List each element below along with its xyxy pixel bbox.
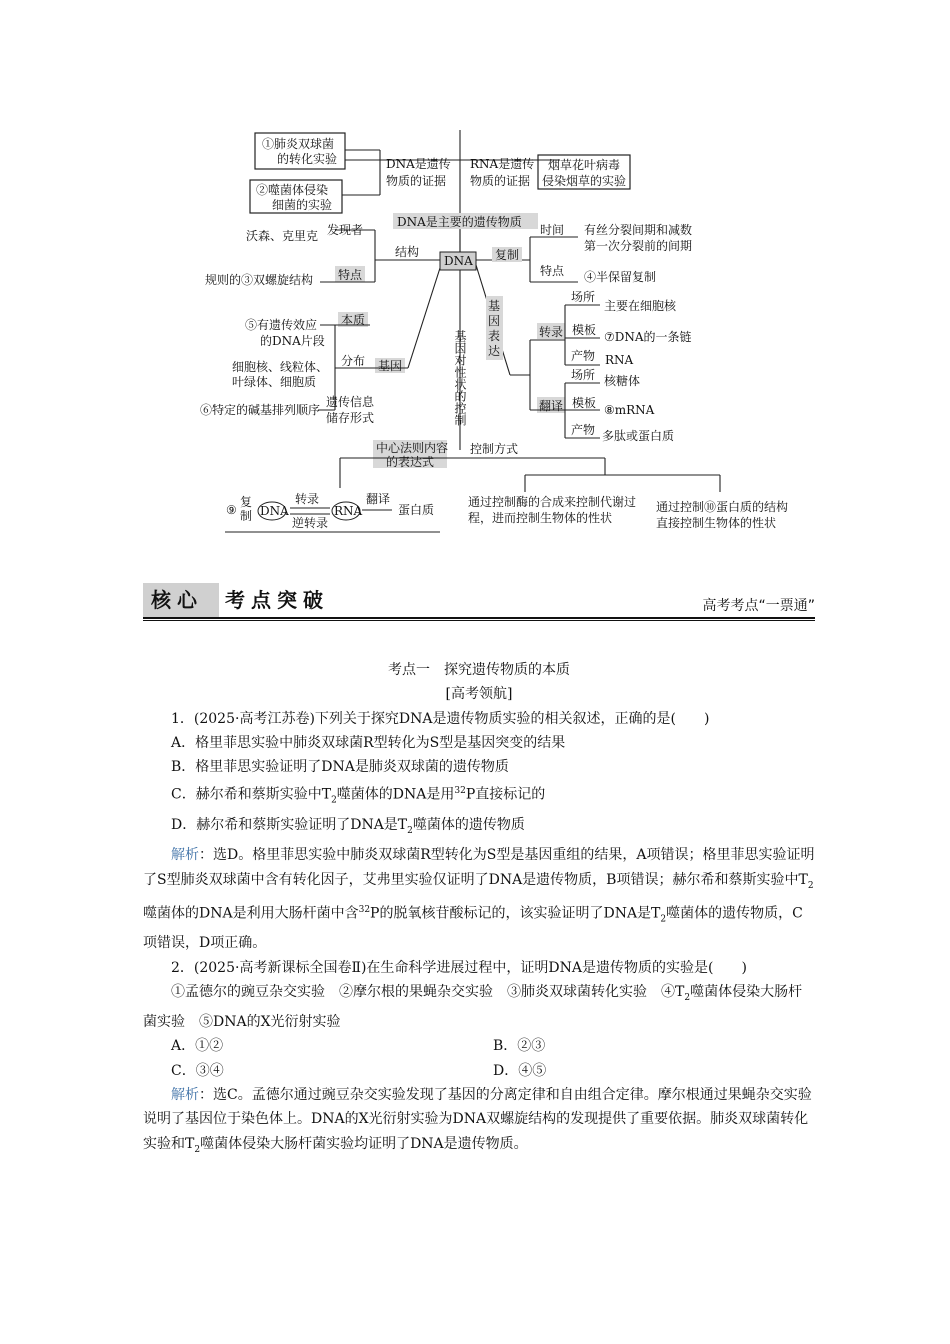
- section-title: 考点一 探究遗传物质的本质: [388, 662, 570, 678]
- tx-template-val: ⑦DNA的一条链: [604, 330, 692, 344]
- content: [143, 658, 815, 1162]
- cd-num: ⑨: [226, 503, 237, 517]
- cd-rep-1: 复: [240, 495, 253, 509]
- q1-option-a: A．格里菲思实验中肺炎双球菌R型转化为S型是基因突变的结果: [171, 734, 566, 751]
- concept-map: [0, 0, 950, 560]
- gene-control: 基因对性状的控制: [453, 330, 467, 426]
- tx-place: 场所: [571, 290, 596, 304]
- banner-rule: [143, 617, 815, 621]
- q2-items: ①孟德尔的豌豆杂交实验 ②摩尔根的果蝇杂交实验 ③肺炎双球菌转化实验 $④T_2$噬菌体侵染大肠杆菌实验 ⑤DNA的X光衍射实验: [143, 984, 803, 1031]
- evidence-rna-l1: RNA是遗传: [470, 157, 535, 171]
- q1-answer: 解析：选D。格里菲思实验中肺炎双球菌R型转化为S型是基因重组的结果，A项错误；格里菲思实验证明了S型肺炎双球菌中含有转化因子，艾弗里实验仅证明了DNA是遗传物质，B项错误；赫尔希和蔡斯实验中$T_2$噬菌体的DNA是利用大肠杆菌中含$^{32}$P的脱氧核苷酸标记的，该实验证明了DNA是$T_2$噬菌体的遗传物质，C项错误，D项正确。: [143, 847, 815, 952]
- ctrl1-l1: 通过控制酶的合成来控制代谢过: [468, 495, 637, 509]
- tl-place: 场所: [571, 368, 596, 382]
- info-l1: 遗传信息: [326, 395, 375, 409]
- tx-template: 模板: [572, 323, 597, 337]
- distribution-l1: 细胞核、线粒体、: [232, 360, 329, 374]
- cd-dna: DNA: [260, 504, 289, 518]
- evidence-dna-l1: DNA是遗传: [386, 157, 451, 171]
- evidence-rna-l2: 物质的证据: [470, 174, 531, 188]
- section-subtitle: [高考领航]: [445, 686, 513, 703]
- q2-options-row2: C．③④ D．④⑤: [171, 1062, 547, 1079]
- info-l2: 储存形式: [326, 411, 375, 425]
- rep-time-l2: 第一次分裂前的间期: [584, 239, 693, 253]
- discoverer: 沃森、克里克: [246, 229, 319, 243]
- box2-line1: ②噬菌体侵染: [256, 183, 329, 197]
- box1-line1: ①肺炎双球菌: [262, 137, 335, 151]
- q1-option-b: B．格里菲思实验证明了DNA是肺炎双球菌的遗传物质: [171, 759, 509, 776]
- structure-label: 结构: [395, 245, 420, 259]
- main-material: DNA是主要的遗传物质: [397, 215, 522, 229]
- tobacco-l2: 侵染烟草的实验: [542, 174, 627, 188]
- double-helix: 规则的③双螺旋结构: [205, 273, 314, 287]
- tl-template-val: ⑧mRNA: [604, 403, 655, 417]
- box2-line2: 细菌的实验: [272, 198, 333, 212]
- box1-line2: 的转化实验: [277, 152, 338, 166]
- q2-stem: 2．(2025·高考新课标全国卷Ⅱ)在生命科学进展过程中，证明DNA是遗传物质的实验是( ): [171, 959, 747, 976]
- structure-feature: 特点: [338, 268, 363, 282]
- discoverer-label: 发现者: [327, 223, 364, 237]
- evidence-dna-l2: 物质的证据: [386, 174, 447, 188]
- distribution-l2: 叶绿体、细胞质: [232, 375, 317, 389]
- tl-product: 产物: [571, 423, 596, 437]
- rep-time: 时间: [540, 223, 565, 237]
- cd-tl: 翻译: [366, 492, 391, 506]
- tx-product: 产物: [571, 349, 596, 363]
- cd-rna: RNA: [334, 504, 363, 518]
- essence-label: 本质: [341, 313, 366, 327]
- cd-protein: 蛋白质: [398, 503, 435, 517]
- cd-rep-2: 制: [240, 509, 253, 523]
- ctrl2-l2: 直接控制生物体的性状: [656, 516, 777, 530]
- cd-tx: 转录: [295, 492, 320, 506]
- cd-rt: 逆转录: [292, 516, 329, 530]
- info-val: ⑥特定的碱基排列顺序: [200, 403, 321, 417]
- gene-expr-2: 因: [488, 314, 501, 328]
- transcription-label: 转录: [539, 325, 564, 339]
- ctrl1-l2: 程，进而控制生物体的性状: [468, 511, 613, 525]
- banner-title: 考点突破: [225, 588, 329, 612]
- q1-option-c: C．赫尔希和蔡斯实验中$T_2$噬菌体的DNA是用$^{32}$P直接标记的: [171, 786, 546, 806]
- banner-tab: 核心: [143, 583, 219, 617]
- replication-label: 复制: [495, 248, 520, 262]
- banner-right: 高考考点“一票通”: [702, 598, 815, 614]
- tl-template: 模板: [572, 396, 597, 410]
- control-mode: 控制方式: [470, 442, 519, 456]
- q2-answer: 解析：选C。孟德尔通过豌豆杂交实验发现了基因的分离定律和自由组合定律。摩尔根通过果蝇杂交实验说明了基因位于染色体上。DNA的X光衍射实验为DNA双螺旋结构的发现提供了重要依据。肺炎双球菌转化实验和$T_2$噬菌体侵染大肠杆菌实验均证明了DNA是遗传物质。: [143, 1087, 812, 1155]
- gene-expr-1: 基: [488, 299, 501, 313]
- tl-product-val: 多肽或蛋白质: [602, 429, 675, 443]
- rep-time-l1: 有丝分裂间期和减数: [584, 223, 693, 237]
- tx-product-val: RNA: [605, 353, 634, 367]
- section-banner: [143, 583, 815, 621]
- center-node: DNA: [444, 254, 473, 268]
- essence-l1: ⑤有遗传效应: [245, 318, 318, 332]
- gene-expr-3: 表: [488, 329, 501, 343]
- q1-stem: 1．(2025·高考江苏卷)下列关于探究DNA是遗传物质实验的相关叙述，正确的是( ): [171, 710, 710, 727]
- essence-l2: 的DNA片段: [260, 334, 325, 348]
- gene-label: 基因: [378, 359, 403, 373]
- ctrl2-l1: 通过控制⑩蛋白质的结构: [656, 500, 789, 514]
- central-l1: 中心法则内容: [376, 441, 449, 455]
- q1-option-d: D．赫尔希和蔡斯实验证明了DNA是$T_2$噬菌体的遗传物质: [171, 817, 525, 837]
- tx-place-val: 主要在细胞核: [604, 299, 677, 313]
- tl-place-val: 核糖体: [604, 374, 641, 388]
- central-l2: 的表达式: [386, 455, 435, 469]
- distribution-label: 分布: [341, 354, 366, 368]
- semi-conservative: ④半保留复制: [584, 270, 657, 284]
- gene-expr-4: 达: [488, 344, 501, 358]
- q2-options-row1: A．①② B．②③: [171, 1038, 546, 1055]
- rep-feature: 特点: [540, 264, 565, 278]
- tobacco-l1: 烟草花叶病毒: [548, 158, 621, 172]
- translation-label: 翻译: [539, 399, 564, 413]
